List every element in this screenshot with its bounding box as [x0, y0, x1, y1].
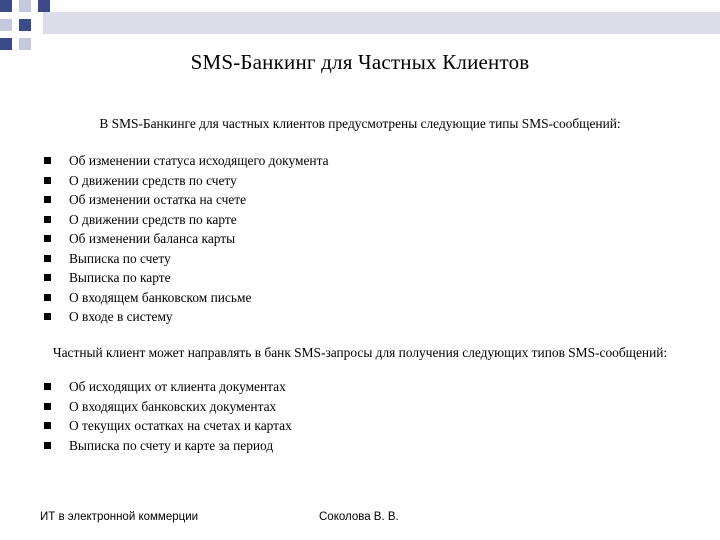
- square-bullet-icon: [44, 422, 51, 429]
- list-item: О входящих банковских документах: [42, 397, 292, 417]
- list-item: Об исходящих от клиента документах: [42, 377, 292, 397]
- footer-course: ИТ в электронной коммерции: [40, 511, 199, 523]
- list-item: Выписка по карте: [42, 268, 329, 288]
- section2-intro: Частный клиент может направлять в банк SMS-запросы для получения следующих типов SMS-сообщений:: [52, 345, 668, 360]
- square-bullet-icon: [44, 313, 51, 320]
- list-item: О движении средств по счету: [42, 171, 329, 191]
- square-bullet-icon: [44, 235, 51, 242]
- deco-square: [19, 0, 31, 12]
- square-bullet-icon: [44, 403, 51, 410]
- deco-square: [0, 19, 12, 31]
- section1-list: [42, 151, 329, 327]
- list-item: Об изменении баланса карты: [42, 229, 329, 249]
- deco-square: [38, 0, 50, 12]
- list-item: Об изменении остатка на счете: [42, 190, 329, 210]
- deco-square: [0, 38, 12, 50]
- square-bullet-icon: [44, 177, 51, 184]
- section1-intro: В SMS-Банкинге для частных клиентов предусмотрены следующие типы SMS-сообщений:: [99, 116, 621, 131]
- list-item: О движении средств по карте: [42, 210, 329, 230]
- section2-list: [42, 377, 292, 455]
- square-bullet-icon: [44, 157, 51, 164]
- footer-author: Соколова В. В.: [319, 511, 399, 523]
- square-bullet-icon: [44, 294, 51, 301]
- square-bullet-icon: [44, 442, 51, 449]
- list-item: О входящем банковском письме: [42, 288, 329, 308]
- header-decoration: [0, 0, 720, 50]
- list-item: Об изменении статуса исходящего документа: [42, 151, 329, 171]
- deco-square: [19, 19, 31, 31]
- square-bullet-icon: [44, 196, 51, 203]
- deco-square: [19, 38, 31, 50]
- deco-square: [0, 0, 12, 12]
- list-item: О входе в систему: [42, 307, 329, 327]
- square-bullet-icon: [44, 274, 51, 281]
- list-item: О текущих остатках на счетах и картах: [42, 416, 292, 436]
- square-bullet-icon: [44, 216, 51, 223]
- header-band: [43, 12, 720, 34]
- slide-title: SMS-Банкинг для Частных Клиентов: [190, 50, 530, 74]
- list-item: Выписка по счету: [42, 249, 329, 269]
- list-item: Выписка по счету и карте за период: [42, 436, 292, 456]
- square-bullet-icon: [44, 383, 51, 390]
- square-bullet-icon: [44, 255, 51, 262]
